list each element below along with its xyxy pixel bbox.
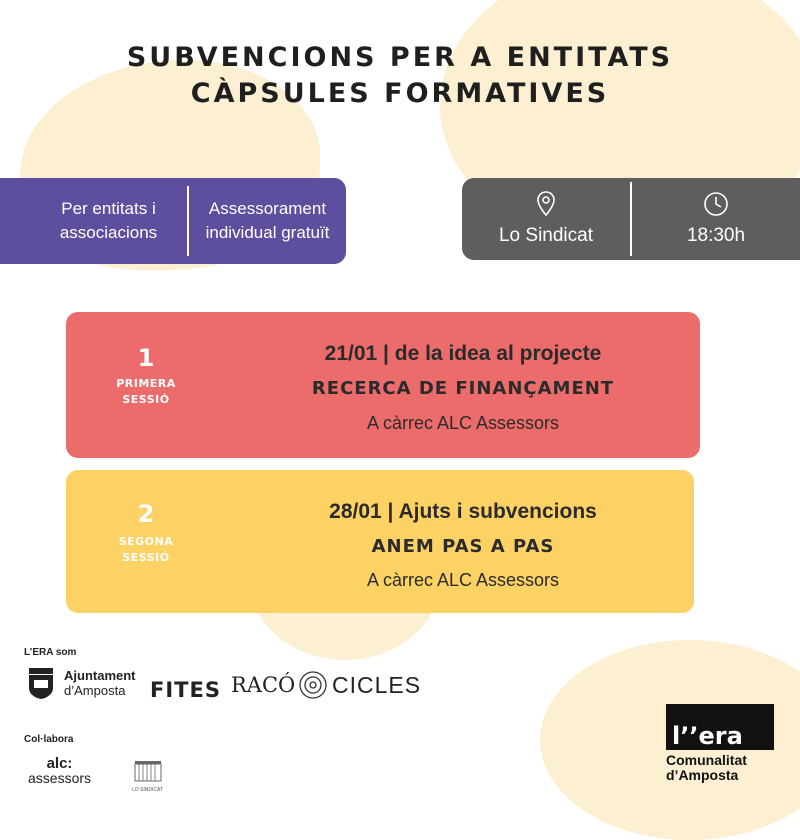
lo-sindicat-logo bbox=[132, 760, 163, 793]
time-info bbox=[632, 178, 800, 260]
session-label-2: SESSIÓ bbox=[122, 551, 170, 564]
session-number: 2 bbox=[137, 500, 155, 528]
alc-assessors-logo bbox=[28, 756, 91, 786]
audience-info-pill bbox=[0, 178, 346, 264]
raco-logo: RACÓ bbox=[231, 673, 296, 697]
location-time-pill bbox=[462, 178, 800, 260]
time-label: 18:30h bbox=[686, 225, 746, 246]
service-line-2: individual gratuït bbox=[205, 223, 330, 242]
location-info bbox=[462, 178, 630, 260]
ajuntament-logo bbox=[26, 666, 136, 700]
building-icon bbox=[133, 760, 163, 782]
title-line-1: SUBVENCIONS PER A ENTITATS bbox=[126, 42, 674, 73]
spiral-icon bbox=[298, 670, 328, 700]
lera-line-2: d’Amposta bbox=[666, 767, 739, 783]
session-heading: 21/01 | de la idea al projecte bbox=[324, 342, 602, 365]
session-number-block bbox=[66, 344, 226, 408]
session-number-block bbox=[66, 500, 226, 566]
colabora-label: Col·labora bbox=[24, 734, 74, 745]
ajuntament-line-2: d’Amposta bbox=[64, 683, 126, 698]
alc-line-1: alc: bbox=[46, 755, 73, 772]
service-line-1: Assessorament bbox=[208, 199, 327, 218]
session-number: 1 bbox=[137, 344, 155, 372]
cicles-text: CICLES bbox=[332, 671, 422, 698]
page-title bbox=[0, 40, 800, 112]
lera-mark-text: l’’era bbox=[672, 722, 743, 750]
audience-info bbox=[0, 197, 187, 245]
session-card-2 bbox=[66, 470, 694, 613]
session-heading: 28/01 | Ajuts i subvencions bbox=[329, 500, 597, 523]
alc-line-2: assessors bbox=[28, 770, 92, 786]
session-subheading: RECERCA DE FINANÇAMENT bbox=[311, 378, 615, 399]
session-speaker: A càrrec ALC Assessors bbox=[366, 570, 560, 590]
session-label-1: SEGONA bbox=[118, 535, 174, 548]
location-label: Lo Sindicat bbox=[498, 225, 593, 246]
service-info bbox=[189, 197, 346, 245]
location-pin-icon bbox=[536, 191, 556, 217]
lo-sindicat-text: LO SINDICAT bbox=[132, 787, 164, 793]
coat-of-arms-icon bbox=[26, 666, 56, 700]
era-som-label: L’ERA som bbox=[24, 647, 77, 658]
session-subheading: ANEM PAS A PAS bbox=[371, 536, 555, 557]
lera-logo bbox=[666, 704, 774, 783]
session-label-2: SESSIÓ bbox=[122, 393, 170, 406]
audience-line-1: Per entitats i bbox=[61, 199, 156, 218]
session-speaker: A càrrec ALC Assessors bbox=[366, 413, 560, 433]
title-line-2: CÀPSULES FORMATIVES bbox=[190, 78, 610, 109]
audience-line-2: associacions bbox=[59, 223, 158, 242]
fites-logo: FITES bbox=[150, 678, 221, 702]
lera-line-1: Comunalitat bbox=[666, 752, 747, 768]
cicles-logo bbox=[298, 670, 421, 700]
session-label-1: PRIMERA bbox=[116, 377, 176, 390]
ajuntament-line-1: Ajuntament bbox=[64, 668, 136, 683]
clock-icon bbox=[703, 191, 729, 217]
lera-mark bbox=[666, 704, 774, 750]
session-card-1 bbox=[66, 312, 700, 458]
